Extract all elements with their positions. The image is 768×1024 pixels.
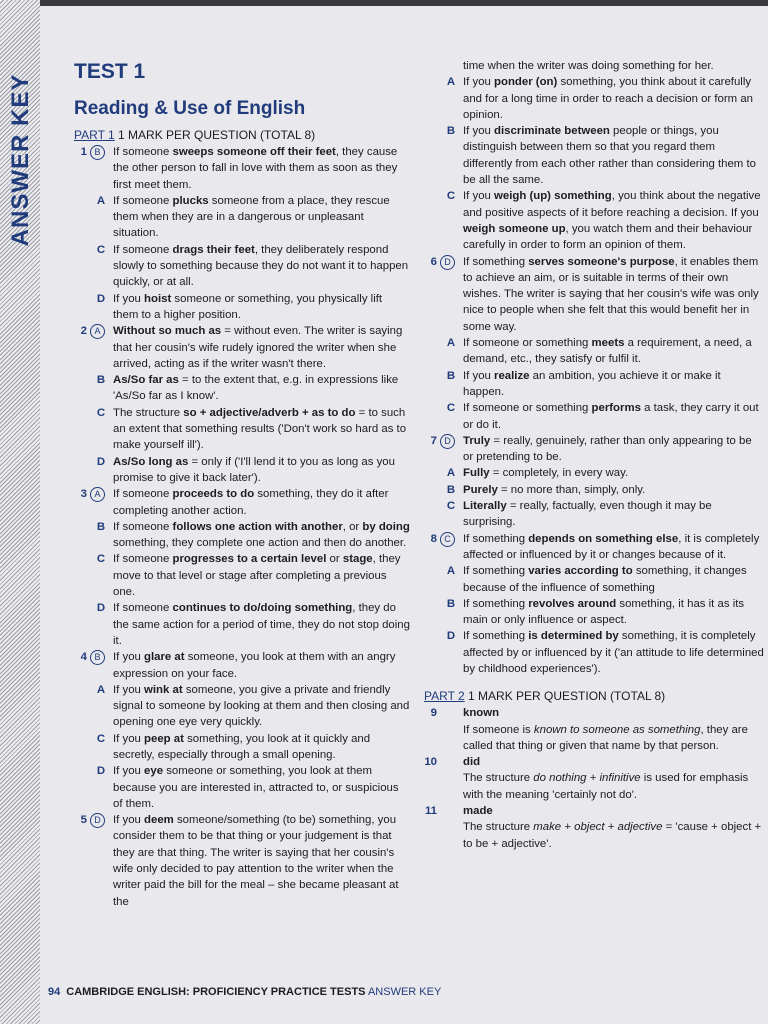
correct-answer-badge: B xyxy=(90,145,105,160)
sidebar-answer-key xyxy=(6,62,36,257)
answer-entry xyxy=(74,193,410,242)
explanation-text: If someone drags their feet, they deliberately respond slowly to something because they do not want it to happen quickly, or at all. xyxy=(113,243,409,289)
answer-entry xyxy=(424,123,764,188)
test-title: TEST 1 xyxy=(74,60,146,83)
explanation-text: If something revolves around something, it has it as its main or only influence or aspect. xyxy=(463,597,745,627)
option-letter: A xyxy=(446,76,456,89)
scan-top-edge xyxy=(0,0,768,6)
question-number: 11 xyxy=(424,805,437,818)
option-letter: A xyxy=(96,683,106,696)
correct-answer-badge: B xyxy=(90,650,105,665)
answer-entry xyxy=(424,596,764,629)
answer-entry xyxy=(74,551,410,600)
explanation-text: If someone follows one action with another, or by doing something, they complete one action and then do another. xyxy=(113,520,410,550)
answer-entry xyxy=(424,58,764,74)
question-number: 10 xyxy=(424,756,437,769)
question-number: 7 xyxy=(430,434,437,447)
footer-brand: CAMBRIDGE ENGLISH: PROFICIENCY PRACTICE TESTS xyxy=(66,986,366,998)
option-letter: C xyxy=(96,243,106,256)
option-letter: D xyxy=(96,602,106,615)
answer-entry xyxy=(424,400,764,433)
explanation-text: Without so much as = without even. The writer is saying that her cousin's wife rudely ignored the writer when she arrived, acting as if the writer wasn't there. xyxy=(113,325,403,370)
part1-info: 1 MARK PER QUESTION (TOTAL 8) xyxy=(118,128,316,142)
option-letter: B xyxy=(96,374,106,387)
explanation-text: If you realize an ambition, you achieve it or make it happen. xyxy=(463,369,721,398)
option-letter: C xyxy=(446,190,456,203)
answer-entry xyxy=(74,405,410,454)
explanation-text: Truly = really, genuinely, rather than only appearing to be or pretending to be. xyxy=(463,434,752,464)
option-letter: B xyxy=(446,125,456,138)
answer-entry xyxy=(74,242,410,291)
correct-answer-badge: A xyxy=(90,324,105,339)
option-letter: B xyxy=(446,597,456,610)
option-letter: B xyxy=(96,520,106,533)
explanation-text: Purely = no more than, simply, only. xyxy=(463,483,646,496)
option-letter: A xyxy=(446,565,456,578)
section-title: Reading & Use of English xyxy=(74,98,306,119)
explanation-text: The structure make + object + adjective = 'cause + object + to be + adjective'. xyxy=(463,821,762,850)
correct-answer-badge: D xyxy=(440,434,455,449)
part2-header xyxy=(424,687,764,705)
explanation-text: The structure so + adjective/adverb + as to do = to such an extent that something results ('Don't work so hard as to make yourself ill'). xyxy=(113,406,407,452)
option-letter: C xyxy=(446,402,456,415)
explanation-text: If you glare at someone, you look at them with an angry expression on your face. xyxy=(113,651,396,680)
question-number: 4 xyxy=(80,651,87,664)
answer-entry xyxy=(424,754,764,770)
right-column xyxy=(424,58,764,852)
explanation-text: If someone progresses to a certain level or stage, they move to that level or stage after completing a previous one. xyxy=(113,553,401,599)
option-letter: C xyxy=(96,553,106,566)
question-number: 6 xyxy=(430,255,437,268)
option-letter: D xyxy=(446,630,456,643)
answer-entry xyxy=(424,819,764,852)
page-number: 94 xyxy=(48,986,61,998)
explanation-text: If someone is known to someone as something, they are called that thing or given that name by that person. xyxy=(463,723,748,752)
question-number: 1 xyxy=(80,146,87,158)
answer-entry xyxy=(424,368,764,401)
explanation-text: If someone proceeds to do something, they do it after completing another action. xyxy=(113,488,389,517)
option-letter: D xyxy=(96,765,106,778)
correct-answer-badge: C xyxy=(440,532,455,547)
question-number: 9 xyxy=(430,707,437,720)
part1-answers-right xyxy=(424,58,764,677)
correct-answer-badge: D xyxy=(440,255,455,270)
explanation-text: If you eye someone or something, you look at them because you are interested in, attracted to, or suspicious of them. xyxy=(113,765,399,810)
left-column xyxy=(74,58,410,910)
answer-entry xyxy=(424,628,764,677)
explanation-text: If you hoist someone or something, you physically lift them to a higher position. xyxy=(113,292,383,321)
option-letter: B xyxy=(446,483,456,496)
answer-entry xyxy=(424,803,764,819)
question-number: 8 xyxy=(430,532,437,545)
answer-entry xyxy=(424,770,764,803)
explanation-text: If you discriminate between people or things, you distinguish between them so that you regard them differently from each other rather than considering them to be all the same. xyxy=(463,125,756,187)
answer-entry xyxy=(424,705,764,721)
answer-entry xyxy=(74,519,410,552)
answer-entry xyxy=(74,372,410,405)
answer-entry xyxy=(74,763,410,812)
footer-section: ANSWER KEY xyxy=(367,986,442,998)
option-letter: B xyxy=(446,369,456,382)
explanation-text: As/So long as = only if ('I'll lend it to you as long as you promise to give it back later'). xyxy=(113,455,395,484)
answer-entry xyxy=(424,188,764,253)
option-letter: C xyxy=(96,732,106,745)
option-letter: A xyxy=(446,337,456,350)
explanation-text: time when the writer was doing something for her. xyxy=(463,60,714,72)
answer-entry xyxy=(74,682,410,731)
answer-entry xyxy=(424,254,764,335)
option-letter: C xyxy=(96,406,106,419)
explanation-text: Fully = completely, in every way. xyxy=(463,467,629,480)
explanation-text: If someone sweeps someone off their feet, they cause the other person to fall in love with them as soon as they first meet them. xyxy=(113,146,398,191)
correct-answer-badge: D xyxy=(90,813,105,828)
question-number: 5 xyxy=(80,814,87,827)
answer-entry xyxy=(424,722,764,755)
explanation-text: did xyxy=(463,756,481,769)
answer-entry xyxy=(424,465,764,481)
explanation-text: The structure do nothing + infinitive is used for emphasis with the meaning 'certainly not do'. xyxy=(463,772,749,801)
option-letter: A xyxy=(96,194,106,207)
explanation-text: If you peep at something, you look at it quickly and secretly, especially through a small opening. xyxy=(113,732,371,761)
answer-entry xyxy=(74,454,410,487)
explanation-text: If something varies according to something, it changes because of the influence of something xyxy=(463,565,747,594)
question-number: 3 xyxy=(80,488,87,501)
answer-entry xyxy=(424,563,764,596)
explanation-text: known xyxy=(463,707,500,720)
option-letter: C xyxy=(446,500,456,513)
explanation-text: If something depends on something else, it is completely affected or influenced by it or changes because of it. xyxy=(463,532,760,561)
explanation-text: If you weigh (up) something, you think about the negative and positive aspects of it before reaching a decision. If you weigh someone up, you watch them and their behaviour carefully in order to form an opinion of them. xyxy=(463,190,761,252)
answer-entry xyxy=(74,144,410,193)
option-letter: D xyxy=(96,292,106,305)
explanation-text: If you deem someone/something (to be) something, you consider them to be that thing or your judgement is that they are that thing. The writer is saying that her cousin's wife only decided to pay attention to the writer when the writer paid the bill for the meal – she became pleasant at the xyxy=(113,814,399,908)
answer-entry xyxy=(424,482,764,498)
answer-entry xyxy=(424,531,764,564)
page-footer xyxy=(48,986,441,998)
explanation-text: If someone plucks someone from a place, they rescue them when they are in a dangerous or unpleasant situation. xyxy=(113,194,390,240)
explanation-text: If you ponder (on) something, you think about it carefully and for a long time in order to reach a decision or form an opinion. xyxy=(463,76,753,121)
sidebar-label: ANSWER KEY xyxy=(7,73,34,246)
answer-entry xyxy=(424,74,764,123)
explanation-text: made xyxy=(463,805,493,818)
answer-entry xyxy=(424,498,764,531)
part2-label: PART 2 xyxy=(424,689,465,704)
explanation-text: If something serves someone's purpose, it enables them to achieve an aim, or is suitable in terms of their own wishes. The writer is saying that her cousin's wife was only nice to people when she felt that this would benefit her in some way. xyxy=(463,255,759,333)
question-number: 2 xyxy=(80,325,87,338)
answer-entry xyxy=(74,600,410,649)
option-letter: A xyxy=(446,467,456,480)
explanation-text: If someone continues to do/doing something, they do the same action for a period of time, they do not stop doing it. xyxy=(113,602,410,647)
explanation-text: If you wink at someone, you give a private and friendly signal to someone by looking at them and then closing and opening one eye very quickly. xyxy=(113,683,410,729)
answer-entry xyxy=(74,731,410,764)
explanation-text: As/So far as = to the extent that, e.g. in expressions like 'As/So far as I know'. xyxy=(113,374,399,403)
part2-info: 1 MARK PER QUESTION (TOTAL 8) xyxy=(468,689,666,704)
part1-label: PART 1 xyxy=(74,128,115,142)
answer-entry xyxy=(74,323,410,372)
answer-entry xyxy=(74,486,410,519)
answer-entry xyxy=(74,649,410,682)
explanation-text: If something is determined by something, it is completely affected by or influenced by it ('an attitude to life determined by childhood experiences'). xyxy=(463,630,764,675)
correct-answer-badge: A xyxy=(90,487,105,502)
part2-answers xyxy=(424,705,764,852)
answer-entry xyxy=(74,291,410,324)
explanation-text: If someone or something performs a task, they carry it out or do it. xyxy=(463,402,759,431)
part1-answers-left xyxy=(74,144,410,910)
explanation-text: If someone or something meets a requirement, a need, a demand, etc., they satisfy or fulfil it. xyxy=(463,337,752,366)
answer-entry xyxy=(74,812,410,910)
part1-header xyxy=(74,126,410,144)
option-letter: D xyxy=(96,455,106,468)
answer-entry xyxy=(424,335,764,368)
answer-entry xyxy=(424,433,764,466)
explanation-text: Literally = really, factually, even though it may be surprising. xyxy=(463,500,712,529)
